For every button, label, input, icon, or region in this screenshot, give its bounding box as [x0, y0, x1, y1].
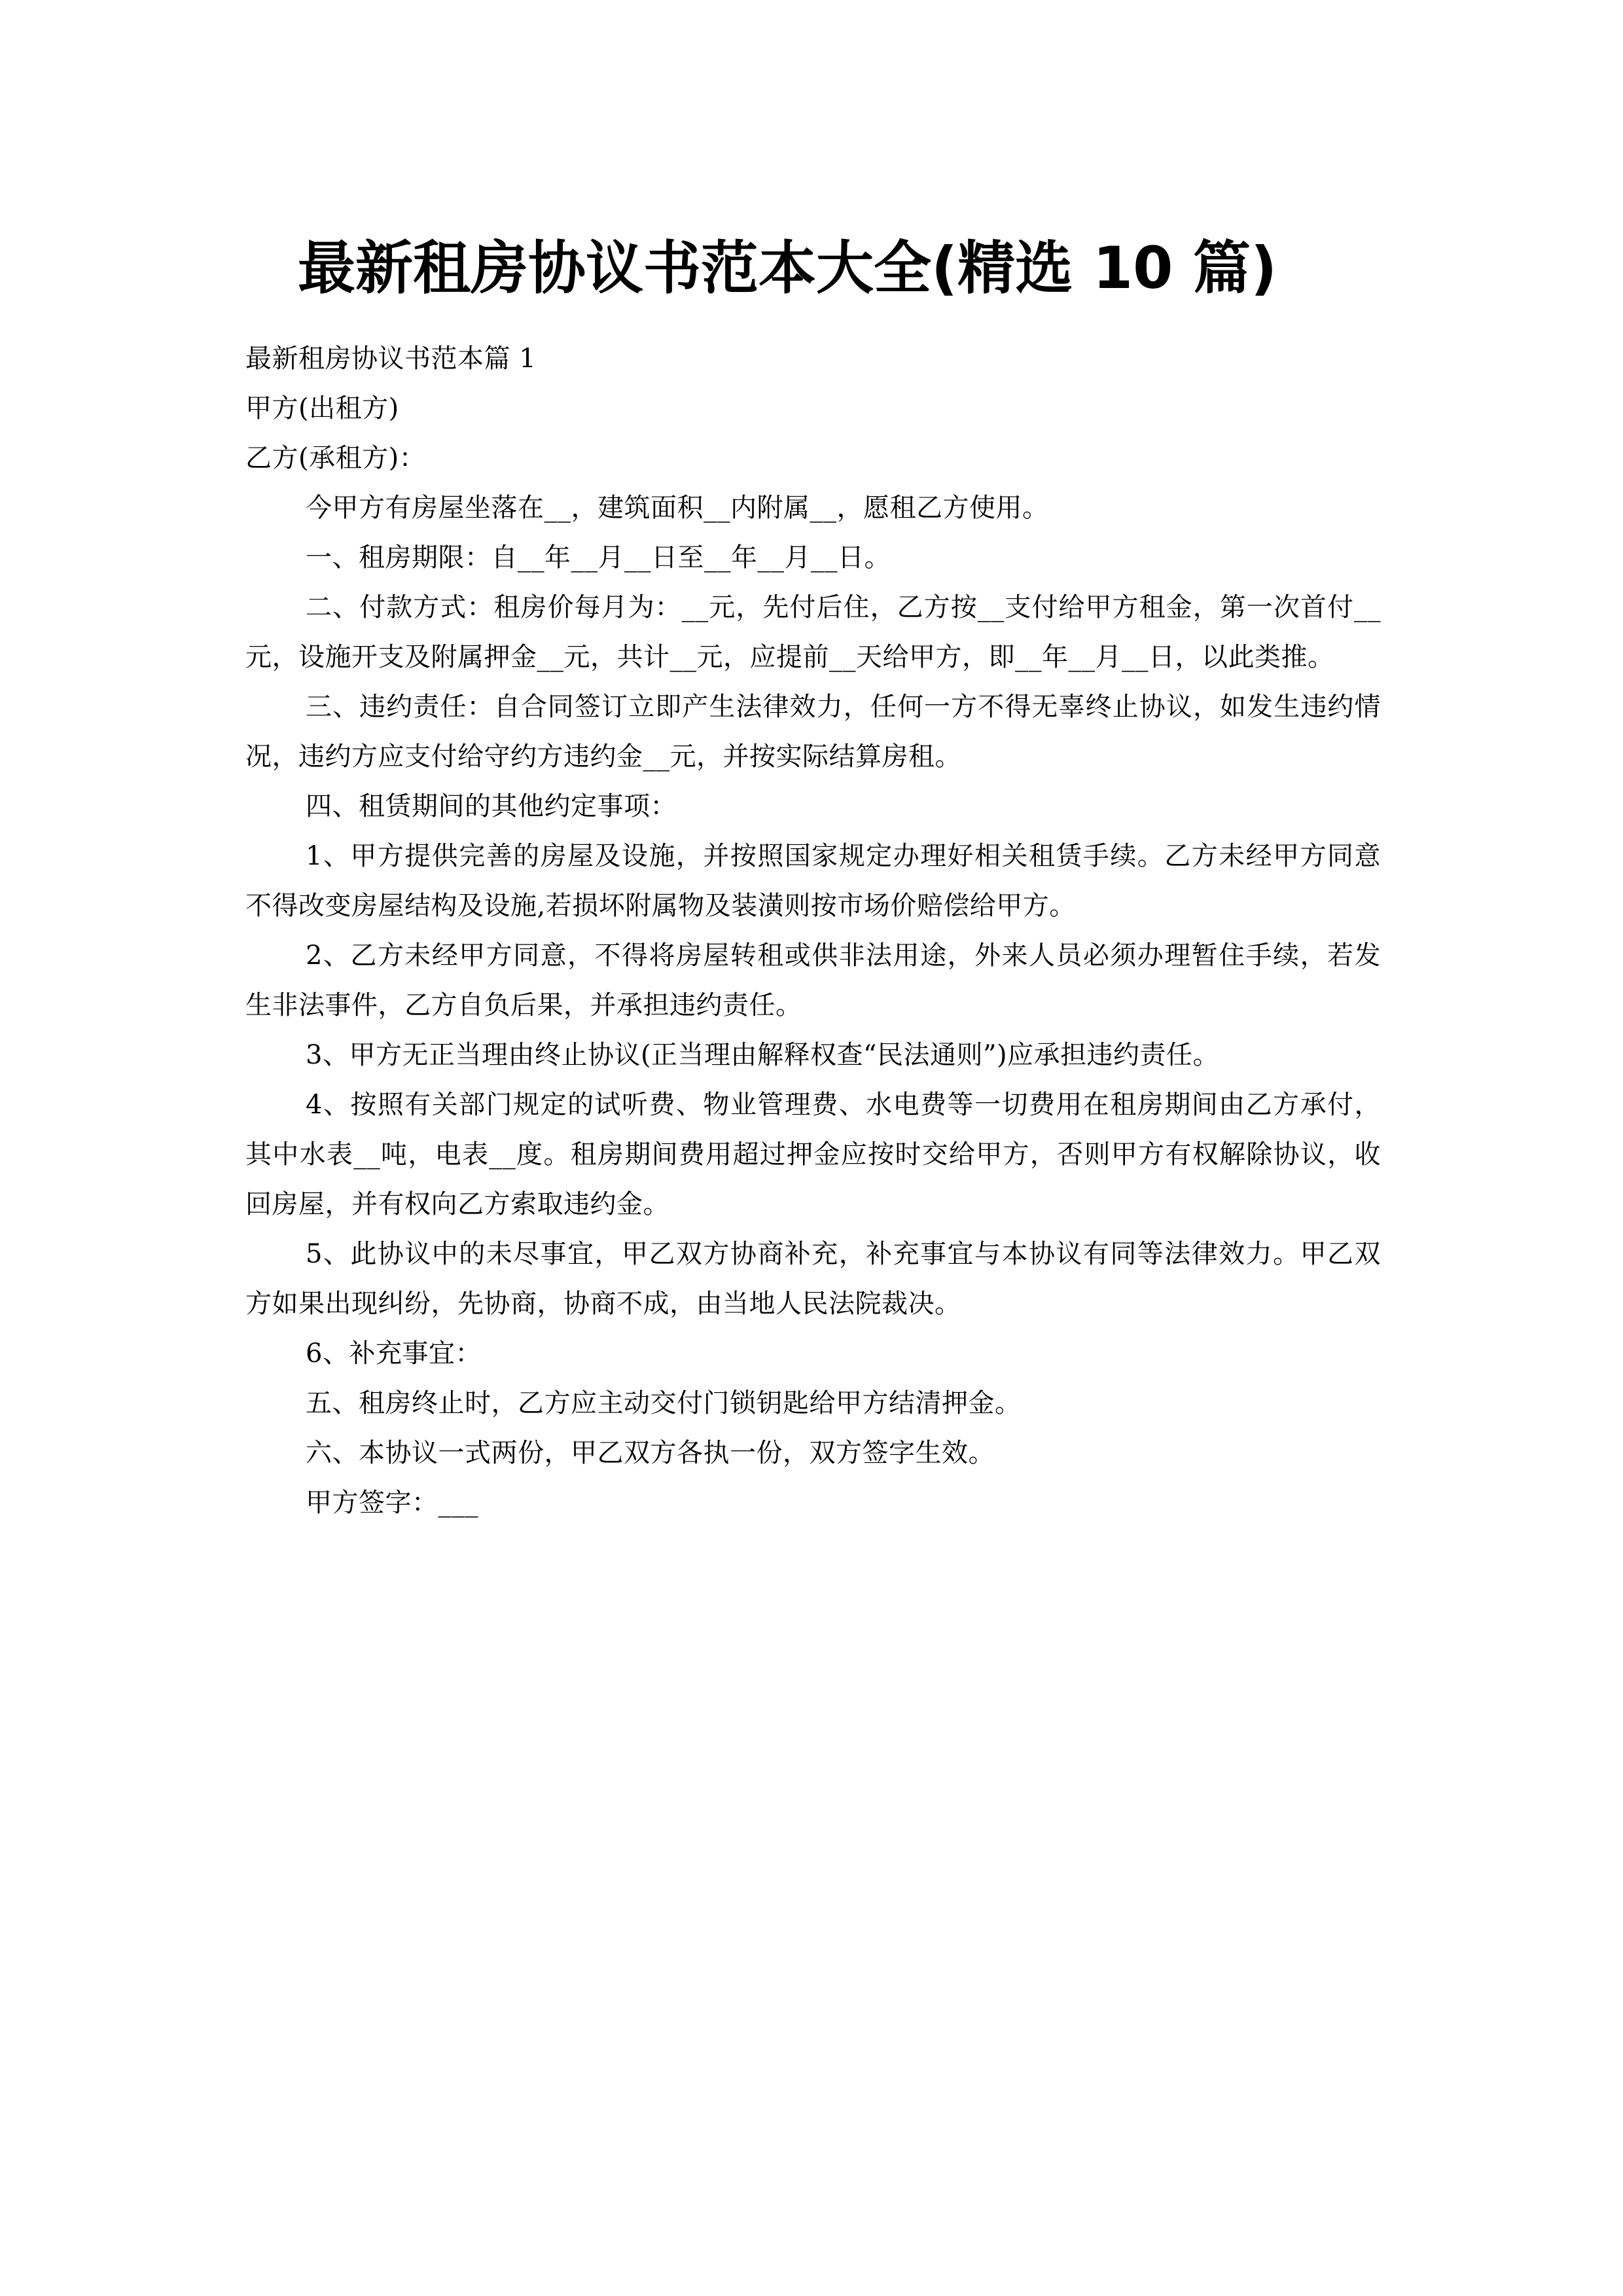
clause-4-other-terms: 四、租赁期间的其他约定事项：	[306, 791, 677, 821]
heading-sample-1: 最新租房协议书范本篇 1	[245, 344, 537, 374]
item-5-disputes: 5、此协议中的未尽事宜，甲乙双方协商补充，补充事宜与本协议有同等法律效力。甲乙双方如果出现纠纷，先协商，协商不成，由当地人民法院裁决。	[245, 1239, 1381, 1319]
party-a-label: 甲方(出租方)	[245, 393, 399, 423]
premises-statement: 今甲方有房屋坐落在__，建筑面积__内附属__，愿租乙方使用。	[306, 493, 1049, 523]
clause-2-payment: 二、付款方式：租房价每月为：__元，先付后住，乙方按__支付给甲方租金，第一次首付__元，设施开支及附属押金__元，共计__元，应提前__天给甲方，即__年__月__日，以此类推。	[245, 592, 1381, 672]
clause-1-term: 一、租房期限：自__年__月__日至__年__月__日。	[306, 543, 891, 573]
clause-6-copies: 六、本协议一式两份，甲乙双方各执一份，双方签字生效。	[306, 1438, 995, 1468]
clause-3-breach: 三、违约责任：自合同签订立即产生法律效力，任何一方不得无辜终止协议，如发生违约情况，违约方应支付给守约方违约金__元，并按实际结算房租。	[245, 692, 1381, 772]
item-3-termination: 3、甲方无正当理由终止协议(正当理由解释权查“民法通则”)应承担违约责任。	[306, 1040, 1220, 1070]
signature-party-a: 甲方签字：___	[306, 1488, 478, 1518]
document-body	[245, 334, 1381, 1528]
item-2-tenant-duties: 2、乙方未经甲方同意，不得将房屋转租或供非法用途，外来人员必须办理暂住手续，若发生非法事件，乙方自负后果，并承担违约责任。	[245, 941, 1381, 1020]
party-b-label: 乙方(承租方)：	[245, 443, 426, 473]
page-title: 最新租房协议书范本大全(精选 10 篇)	[298, 234, 1277, 302]
item-1-landlord-duties: 1、甲方提供完善的房屋及设施，并按照国家规定办理好相关租赁手续。乙方未经甲方同意不得改变房屋结构及设施,若损坏附属物及装潢则按市场价赔偿给甲方。	[245, 841, 1381, 921]
item-6-supplement: 6、补充事宜：	[306, 1338, 482, 1369]
clause-5-keys: 五、租房终止时，乙方应主动交付门锁钥匙给甲方结清押金。	[306, 1388, 1022, 1418]
item-4-utilities: 4、按照有关部门规定的试听费、物业管理费、水电费等一切费用在租房期间由乙方承付，其中水表__吨，电表__度。租房期间费用超过押金应按时交给甲方，否则甲方有权解除协议，收回房屋，并有权向乙方索取违约金。	[245, 1090, 1381, 1219]
